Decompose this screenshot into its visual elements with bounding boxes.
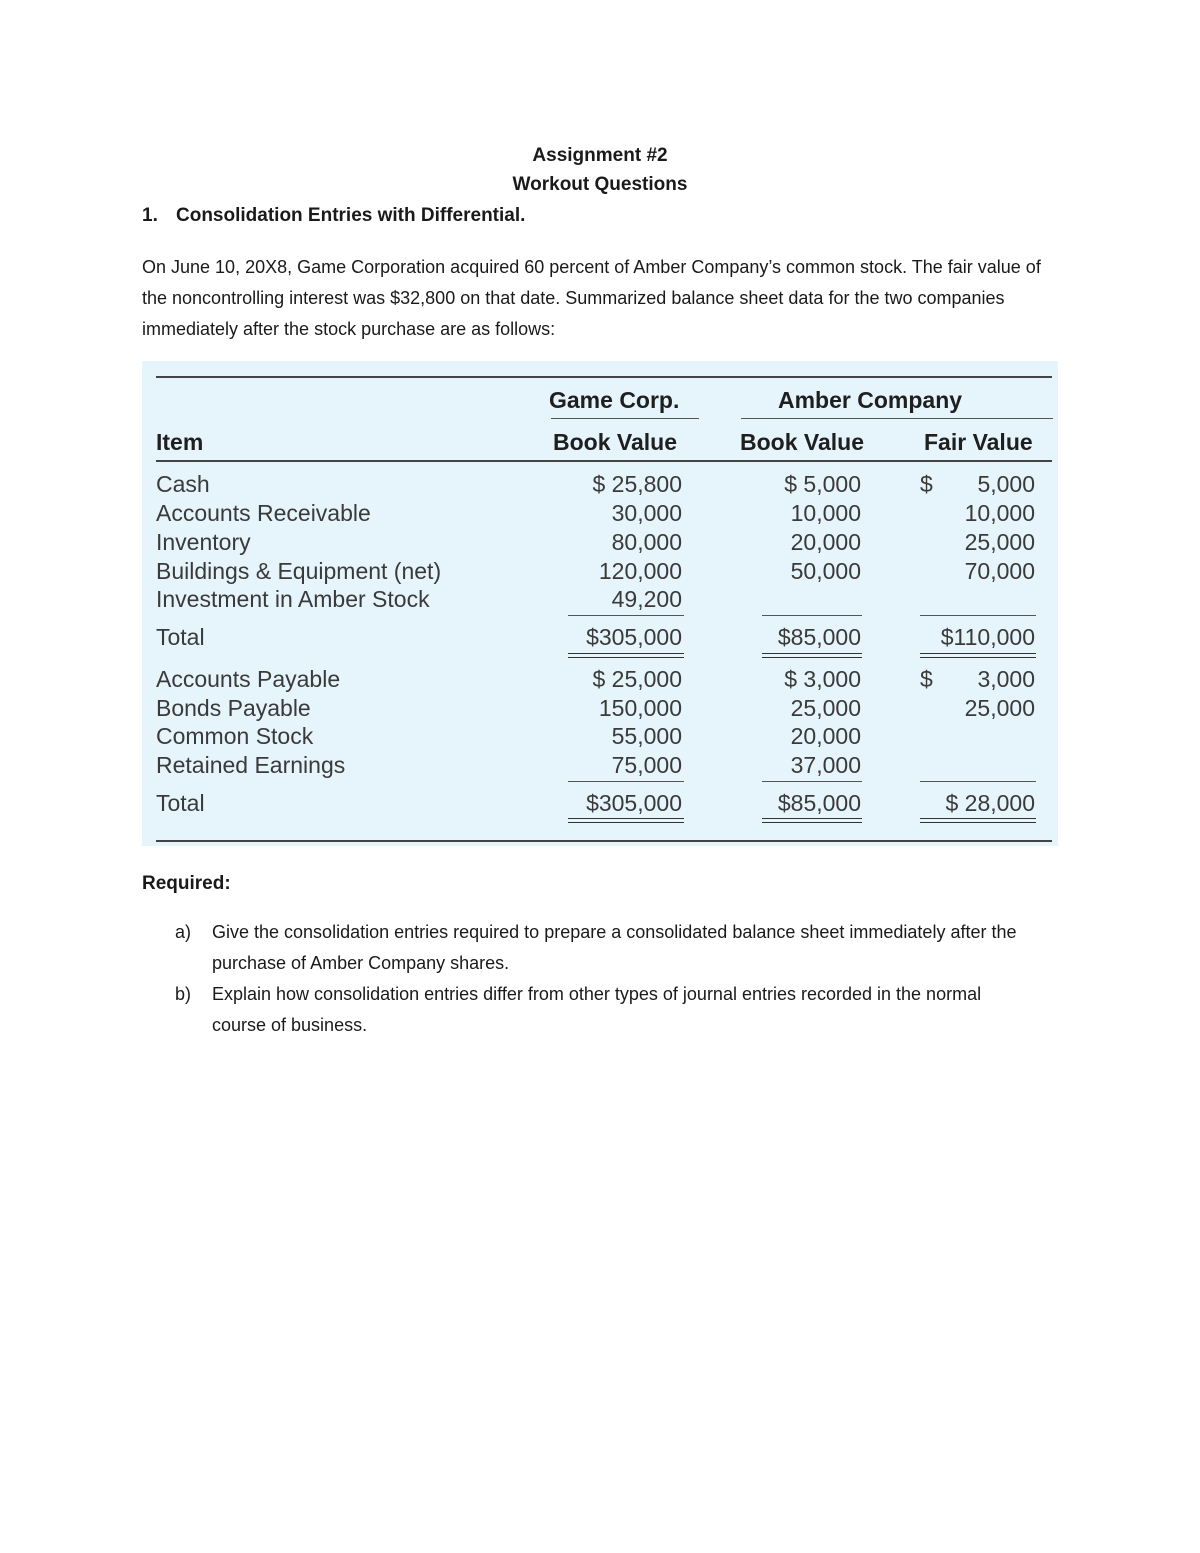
row-game-bv: $ 25,800 [592,471,682,497]
required-list [175,917,1035,1041]
row-game-bv: 150,000 [598,695,682,721]
total-label: Total [156,790,205,816]
row-game-bv: 49,200 [611,586,682,612]
row-item: Cash [156,471,210,497]
table-bottom-rule [156,840,1052,842]
row-item: Investment in Amber Stock [156,586,430,612]
col-header-amber-book-value: Book Value [740,429,864,455]
row-game-bv: 75,000 [611,752,682,778]
row-game-bv: 55,000 [611,723,682,749]
row-item: Bonds Payable [156,695,311,721]
row-game-bv: 120,000 [598,558,682,584]
document-title: Assignment #2 [532,145,668,166]
amber-fv-liab-subtotal-rule [920,781,1036,782]
row-amber-fv: 3,000 [977,666,1035,692]
total-amber-fv: $110,000 [940,624,1035,650]
row-game-bv: 80,000 [611,529,682,555]
amber-bv-asset-subtotal-rule [762,615,862,616]
question-number: 1. [142,205,158,226]
game-asset-total-double-rule [568,653,684,658]
row-amber-fv: 70,000 [964,558,1035,584]
row-amber-fv: 25,000 [964,529,1035,555]
col-header-game-book-value: Book Value [553,429,677,455]
header-bottom-rule [156,460,1052,462]
game-liab-subtotal-rule [568,781,684,782]
row-amber-bv: 25,000 [790,695,861,721]
row-amber-bv: $ 5,000 [784,471,861,497]
row-amber-fv-dollar: $ [920,471,933,497]
question-heading [142,201,525,230]
document-subtitle: Workout Questions [512,174,688,195]
game-group-rule [551,418,699,419]
list-item-label: a) [175,922,192,942]
row-item: Accounts Receivable [156,500,371,526]
col-header-amber-fair-value: Fair Value [924,429,1033,455]
row-amber-fv: 10,000 [964,500,1035,526]
total-label: Total [156,624,205,650]
question-heading-text: Consolidation Entries with Differential. [176,205,526,226]
group-header-game: Game Corp. [549,387,680,413]
amber-fv-asset-subtotal-rule [920,615,1036,616]
row-item: Buildings & Equipment (net) [156,558,442,584]
row-amber-bv: 50,000 [790,558,861,584]
col-header-item: Item [156,429,204,455]
amber-fv-asset-total-double-rule [920,653,1036,658]
intro-paragraph [142,252,1057,345]
total-game-bv: $305,000 [586,790,682,816]
total-amber-bv: $85,000 [777,624,861,650]
amber-bv-liab-total-double-rule [762,818,862,823]
list-item-text: Explain how consolidation entries differ from other types of journal entries recorded in the normal course of business. [212,984,982,1035]
amber-group-rule [741,418,1053,419]
total-amber-fv: $ 28,000 [945,790,1035,816]
required-heading: Required: [142,873,231,894]
row-amber-fv-dollar: $ [920,666,933,692]
amber-bv-liab-subtotal-rule [762,781,862,782]
total-amber-bv: $85,000 [777,790,861,816]
row-amber-bv: 37,000 [790,752,861,778]
group-header-amber: Amber Company [778,387,963,413]
total-game-bv: $305,000 [586,624,682,650]
row-game-bv: 30,000 [611,500,682,526]
row-amber-bv: $ 3,000 [784,666,861,692]
list-item-text: Give the consolidation entries required to prepare a consolidated balance sheet immediately after the purchase of Amber Company shares. [212,922,1017,973]
amber-bv-asset-total-double-rule [762,653,862,658]
row-amber-fv: 25,000 [964,695,1035,721]
list-item-label: b) [175,984,192,1004]
intro-text: On June 10, 20X8, Game Corporation acquired 60 percent of Amber Company’s common stock. The fair value of the noncontrolling interest was $32,800 on that date. Summarized balance sheet data for the two companies immediately after the stock purchase are as follows: [142,257,1041,339]
list-item [175,917,1035,979]
row-item: Accounts Payable [156,666,341,692]
row-amber-fv: 5,000 [977,471,1035,497]
row-amber-bv: 10,000 [790,500,861,526]
amber-fv-liab-total-double-rule [920,818,1036,823]
game-asset-subtotal-rule [568,615,684,616]
list-item [175,979,1035,1041]
row-game-bv: $ 25,000 [592,666,682,692]
row-item: Common Stock [156,723,314,749]
row-amber-bv: 20,000 [790,723,861,749]
row-item: Retained Earnings [156,752,346,778]
game-liab-total-double-rule [568,818,684,823]
table-top-rule [156,376,1052,378]
row-item: Inventory [156,529,251,555]
balance-sheet-table [142,361,1058,846]
row-amber-bv: 20,000 [790,529,861,555]
